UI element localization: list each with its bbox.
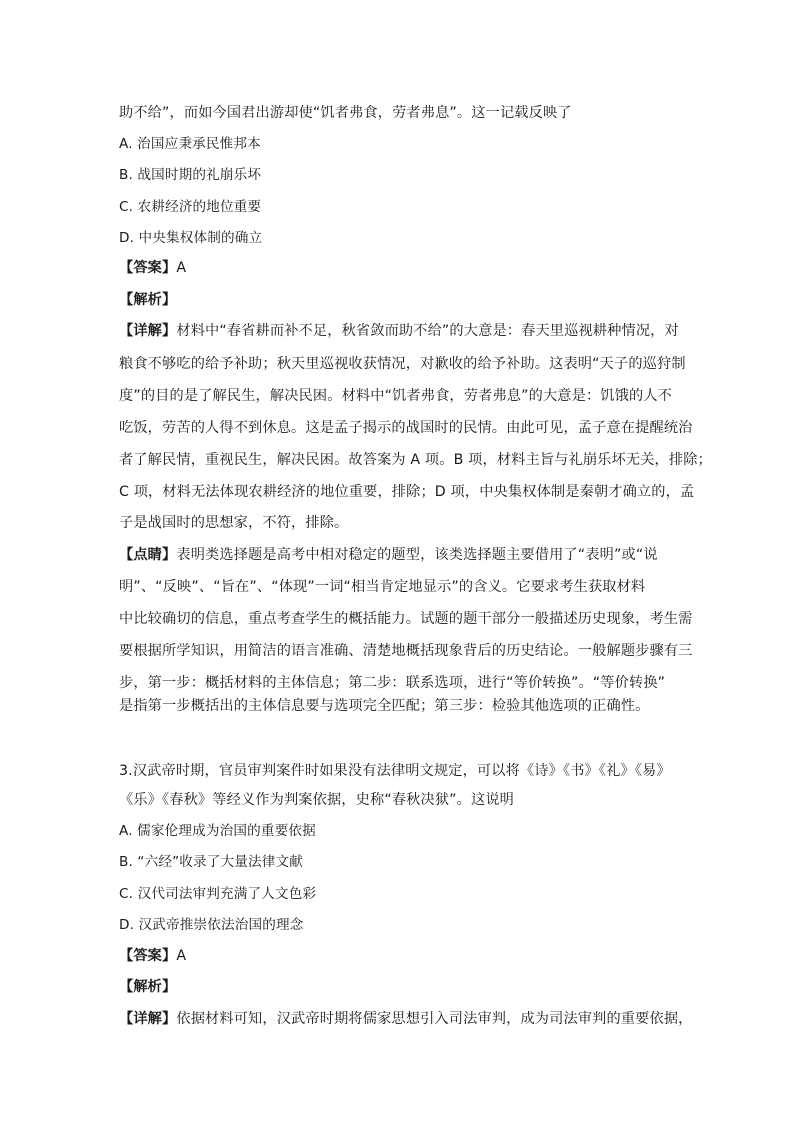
q3-stem-line: 《乐》《春秋》等经义作为判案依据，史称“春秋决狱”。这说明 — [119, 792, 515, 808]
q2-detail-line: 子是战国时的思想家，不符，排除。 — [119, 515, 349, 531]
answer-tag: 【答案】 — [119, 948, 177, 964]
q2-point-line — [119, 545, 658, 565]
q2-detail-line — [119, 321, 679, 341]
detail-tag: 【详解】 — [119, 323, 177, 339]
q3-option-b: B. “六经”收录了大量法律文献 — [119, 854, 303, 870]
q2-detail-line: 度”的目的是了解民生，解决民困。材料中“饥者弗食，劳者弗息”的大意是：饥饿的人不 — [119, 388, 672, 404]
q2-answer — [119, 258, 186, 278]
detail-tag: 【详解】 — [119, 1011, 177, 1027]
q2-point-line: 明”、“反映”、“旨在”、“体现”一词“相当肯定地显示”的含义。它要求考生获取材料 — [119, 579, 646, 595]
q2-point-line: 要根据所学知识，用简洁的语言准确、清楚地概括现象背后的历史结论。一般解题步骤有三 — [119, 643, 693, 659]
q2-option-d: D. 中央集权体制的确立 — [119, 230, 263, 246]
q3-option-d: D. 汉武帝推崇依法治国的理念 — [119, 917, 304, 933]
answer-value: A — [176, 948, 187, 964]
detail-text: 依据材料可知，汉武帝时期将儒家思想引入司法审判，成为司法审判的重要依据， — [176, 1011, 693, 1027]
q2-point-line: 中比较确切的信息，重点考查学生的概括能力。试题的题干部分一般描述历史现象，考生需 — [119, 611, 693, 627]
q2-stem-tail: 助不给”，而如今国君出游却使“饥者弗食，劳者弗息”。这一记载反映了 — [119, 105, 572, 121]
analysis-tag: 【解析】 — [119, 292, 177, 308]
q2-detail-line: 者了解民情，重视民生，解决民困。故答案为 A 项。B 项，材料主旨与礼崩乐坏无关，排除； — [119, 452, 712, 468]
q2-detail-line: 吃饭，劳苦的人得不到休息。这是孟子揭示的战国时的民情。由此可见，孟子意在提醒统治 — [119, 420, 693, 436]
q2-option-c: C. 农耕经济的地位重要 — [119, 199, 262, 215]
q3-option-a: A. 儒家伦理成为治国的重要依据 — [119, 823, 316, 839]
q2-option-a: A. 治国应秉承民惟邦本 — [119, 136, 261, 152]
answer-tag: 【答案】 — [119, 260, 177, 276]
q2-point-line: 是指第一步概括出的主体信息要与选项完全匹配；第三步：检验其他选项的正确性。 — [119, 698, 650, 714]
detail-text: 材料中“春省耕而补不足，秋省敛而助不给”的大意是：春天里巡视耕种情况，对 — [176, 323, 679, 339]
q3-analysis-heading — [119, 977, 176, 997]
q3-answer — [119, 946, 186, 966]
point-text: 表明类选择题是高考中相对稳定的题型，该类选择题主要借用了“表明”或“说 — [176, 547, 658, 563]
point-tag: 【点睛】 — [119, 547, 177, 563]
q2-detail-line: C 项，材料无法体现农耕经济的地位重要，排除；D 项，中央集权体制是秦朝才确立的，孟 — [119, 484, 695, 500]
q3-option-c: C. 汉代司法审判充满了人文色彩 — [119, 886, 317, 902]
q2-analysis-heading — [119, 290, 176, 310]
q3-detail-line — [119, 1009, 693, 1029]
q2-option-b: B. 战国时期的礼崩乐坏 — [119, 167, 262, 183]
q2-detail-line: 粮食不够吃的给予补助；秋天里巡视收获情况，对歉收的给予补助。这表明“天子的巡狩制 — [119, 356, 686, 372]
answer-value: A — [176, 260, 187, 276]
analysis-tag: 【解析】 — [119, 979, 177, 995]
q2-point-line: 步，第一步：概括材料的主体信息；第二步：联系选项，进行“等价转换”。“等价转换” — [119, 675, 666, 691]
q3-stem-line: 3.汉武帝时期，官员审判案件时如果没有法律明文规定，可以将《诗》《书》《礼》《易》 — [119, 763, 671, 779]
